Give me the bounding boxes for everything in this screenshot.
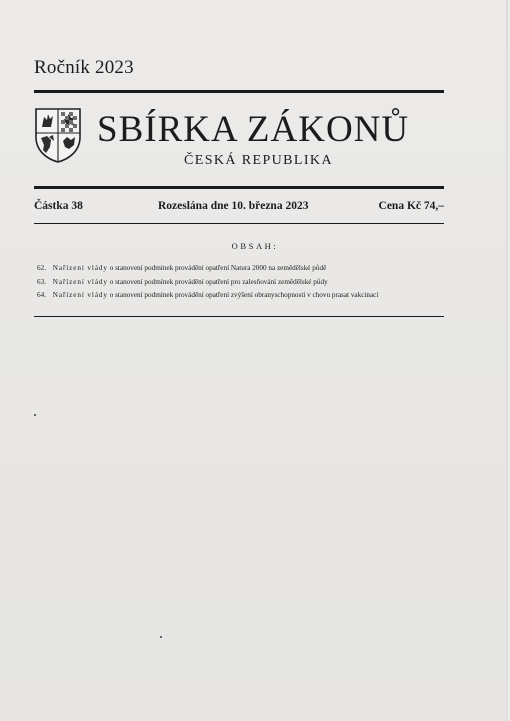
item-number: 62. — [37, 264, 46, 272]
volume-year: Ročník 2023 — [34, 57, 134, 78]
publication-title: SBÍRKA ZÁKONŮ — [97, 109, 410, 150]
contents-item — [37, 262, 442, 276]
paper-speck — [34, 414, 36, 416]
czech-coat-of-arms-icon — [34, 107, 82, 163]
page-edge — [506, 0, 510, 721]
item-number: 64. — [37, 291, 46, 299]
item-kind: Nařízení vlády — [52, 291, 108, 299]
issue-number: Částka 38 — [34, 200, 83, 212]
item-text: o stanovení podmínek provádění opatření pro zalesňování zemědělské půdy — [109, 277, 328, 286]
contents-heading: OBSAH: — [231, 241, 279, 251]
item-number: 63. — [37, 277, 46, 286]
item-kind: Nařízení vlády — [52, 277, 108, 286]
contents-item — [37, 276, 442, 290]
contents-list — [37, 262, 442, 303]
item-text: o stanovení podmínek provádění opatření Natura 2000 na zemědělské půdě — [109, 264, 327, 272]
top-rule — [34, 90, 444, 93]
issue-price: Cena Kč 74,– — [378, 200, 444, 212]
contents-bottom-rule — [34, 316, 444, 317]
header-bottom-rule — [34, 186, 444, 189]
item-text: o stanovení podmínek provádění opatření zvýšení obranyschopnosti v chovu prasat vakcinací — [109, 291, 379, 299]
info-rule — [34, 223, 444, 224]
publication-subtitle: ČESKÁ REPUBLIKA — [184, 153, 333, 168]
item-kind: Nařízení vlády — [52, 264, 108, 272]
contents-item — [37, 289, 442, 303]
paper-speck — [160, 636, 162, 638]
sent-date: Rozeslána dne 10. března 2023 — [158, 200, 309, 212]
